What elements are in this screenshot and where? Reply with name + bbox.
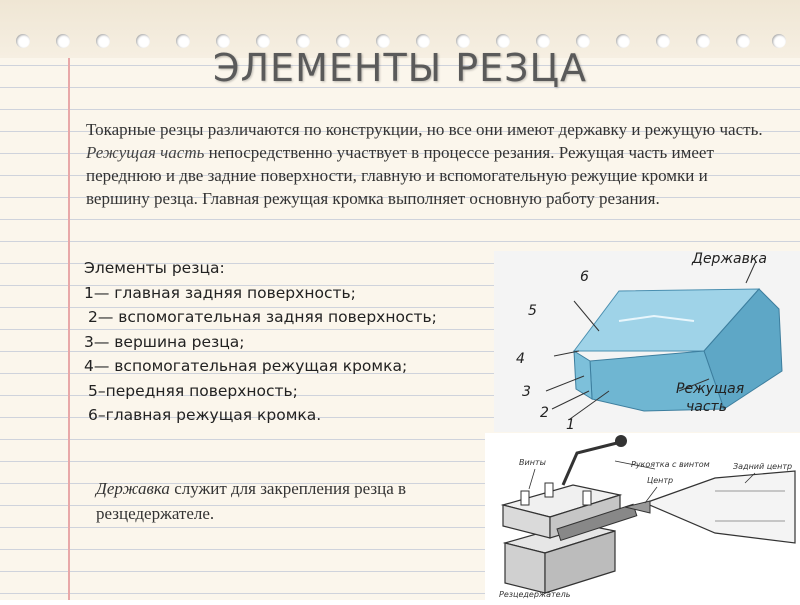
toolholder-diagram-svg	[485, 433, 800, 600]
label-cutting-part-2: часть	[686, 399, 727, 415]
number-label: 2	[540, 405, 549, 421]
page-title: ЭЛЕМЕНТЫ РЕЗЦА	[212, 46, 588, 90]
number-label: 4	[516, 351, 525, 367]
label-toolholder: Резцедержатель	[499, 590, 571, 599]
label-cutting-part-1: Режущая	[676, 381, 745, 397]
list-item: 3— вершина резца;	[84, 332, 245, 351]
number-label: 6	[580, 269, 589, 285]
number-label: 1	[566, 417, 575, 432]
cutter-diagram	[494, 251, 800, 432]
number-label: 5	[528, 303, 537, 319]
leader-line	[552, 391, 589, 409]
label-holder: Державка	[692, 251, 767, 267]
holder-note-text: служит для закрепления резца в резцедержателе.	[96, 479, 407, 523]
screw	[521, 491, 529, 505]
list-item: 5–передняя поверхность;	[88, 381, 298, 400]
holder-note-emphasis: Державка	[96, 479, 170, 498]
leader-line	[529, 469, 535, 489]
label-center: Центр	[647, 476, 674, 485]
intro-emphasis: Режущая часть	[86, 143, 205, 162]
list-item: 1— главная задняя поверхность;	[84, 283, 356, 302]
intro-paragraph	[86, 118, 770, 210]
toolholder-diagram	[485, 433, 800, 600]
screw	[545, 483, 553, 497]
label-handle: Рукоятка с винтом	[631, 460, 710, 469]
cutter-tip-face	[574, 351, 592, 399]
handle-knob	[615, 435, 627, 447]
elements-list	[84, 256, 494, 428]
elements-heading: Элементы резца:	[84, 259, 225, 277]
label-screws: Винты	[519, 458, 546, 467]
handle-lever	[563, 443, 617, 485]
intro-text-start: Токарные резцы различаются по конструкции, но все они имеют державку и режущую часть.	[86, 120, 763, 139]
screw	[583, 491, 591, 505]
holder-note	[96, 476, 476, 526]
label-rear-center: Задний центр	[733, 462, 793, 471]
number-label: 3	[522, 384, 531, 400]
list-item: 2— вспомогательная задняя поверхность;	[88, 308, 437, 326]
list-item: 6–главная режущая кромка.	[88, 406, 322, 424]
list-item: 4— вспомогательная режущая кромка;	[84, 357, 408, 375]
leader-line	[574, 301, 599, 331]
cutter-diagram-svg	[494, 251, 800, 432]
intro-text-end: непосредственно участвует в процессе резания. Режущая часть имеет переднюю и две задние поверхности, главную и вспомогательную режущие кромки и вершину резца. Главная режущая кромка выполняет основную работу резания.	[86, 143, 714, 208]
